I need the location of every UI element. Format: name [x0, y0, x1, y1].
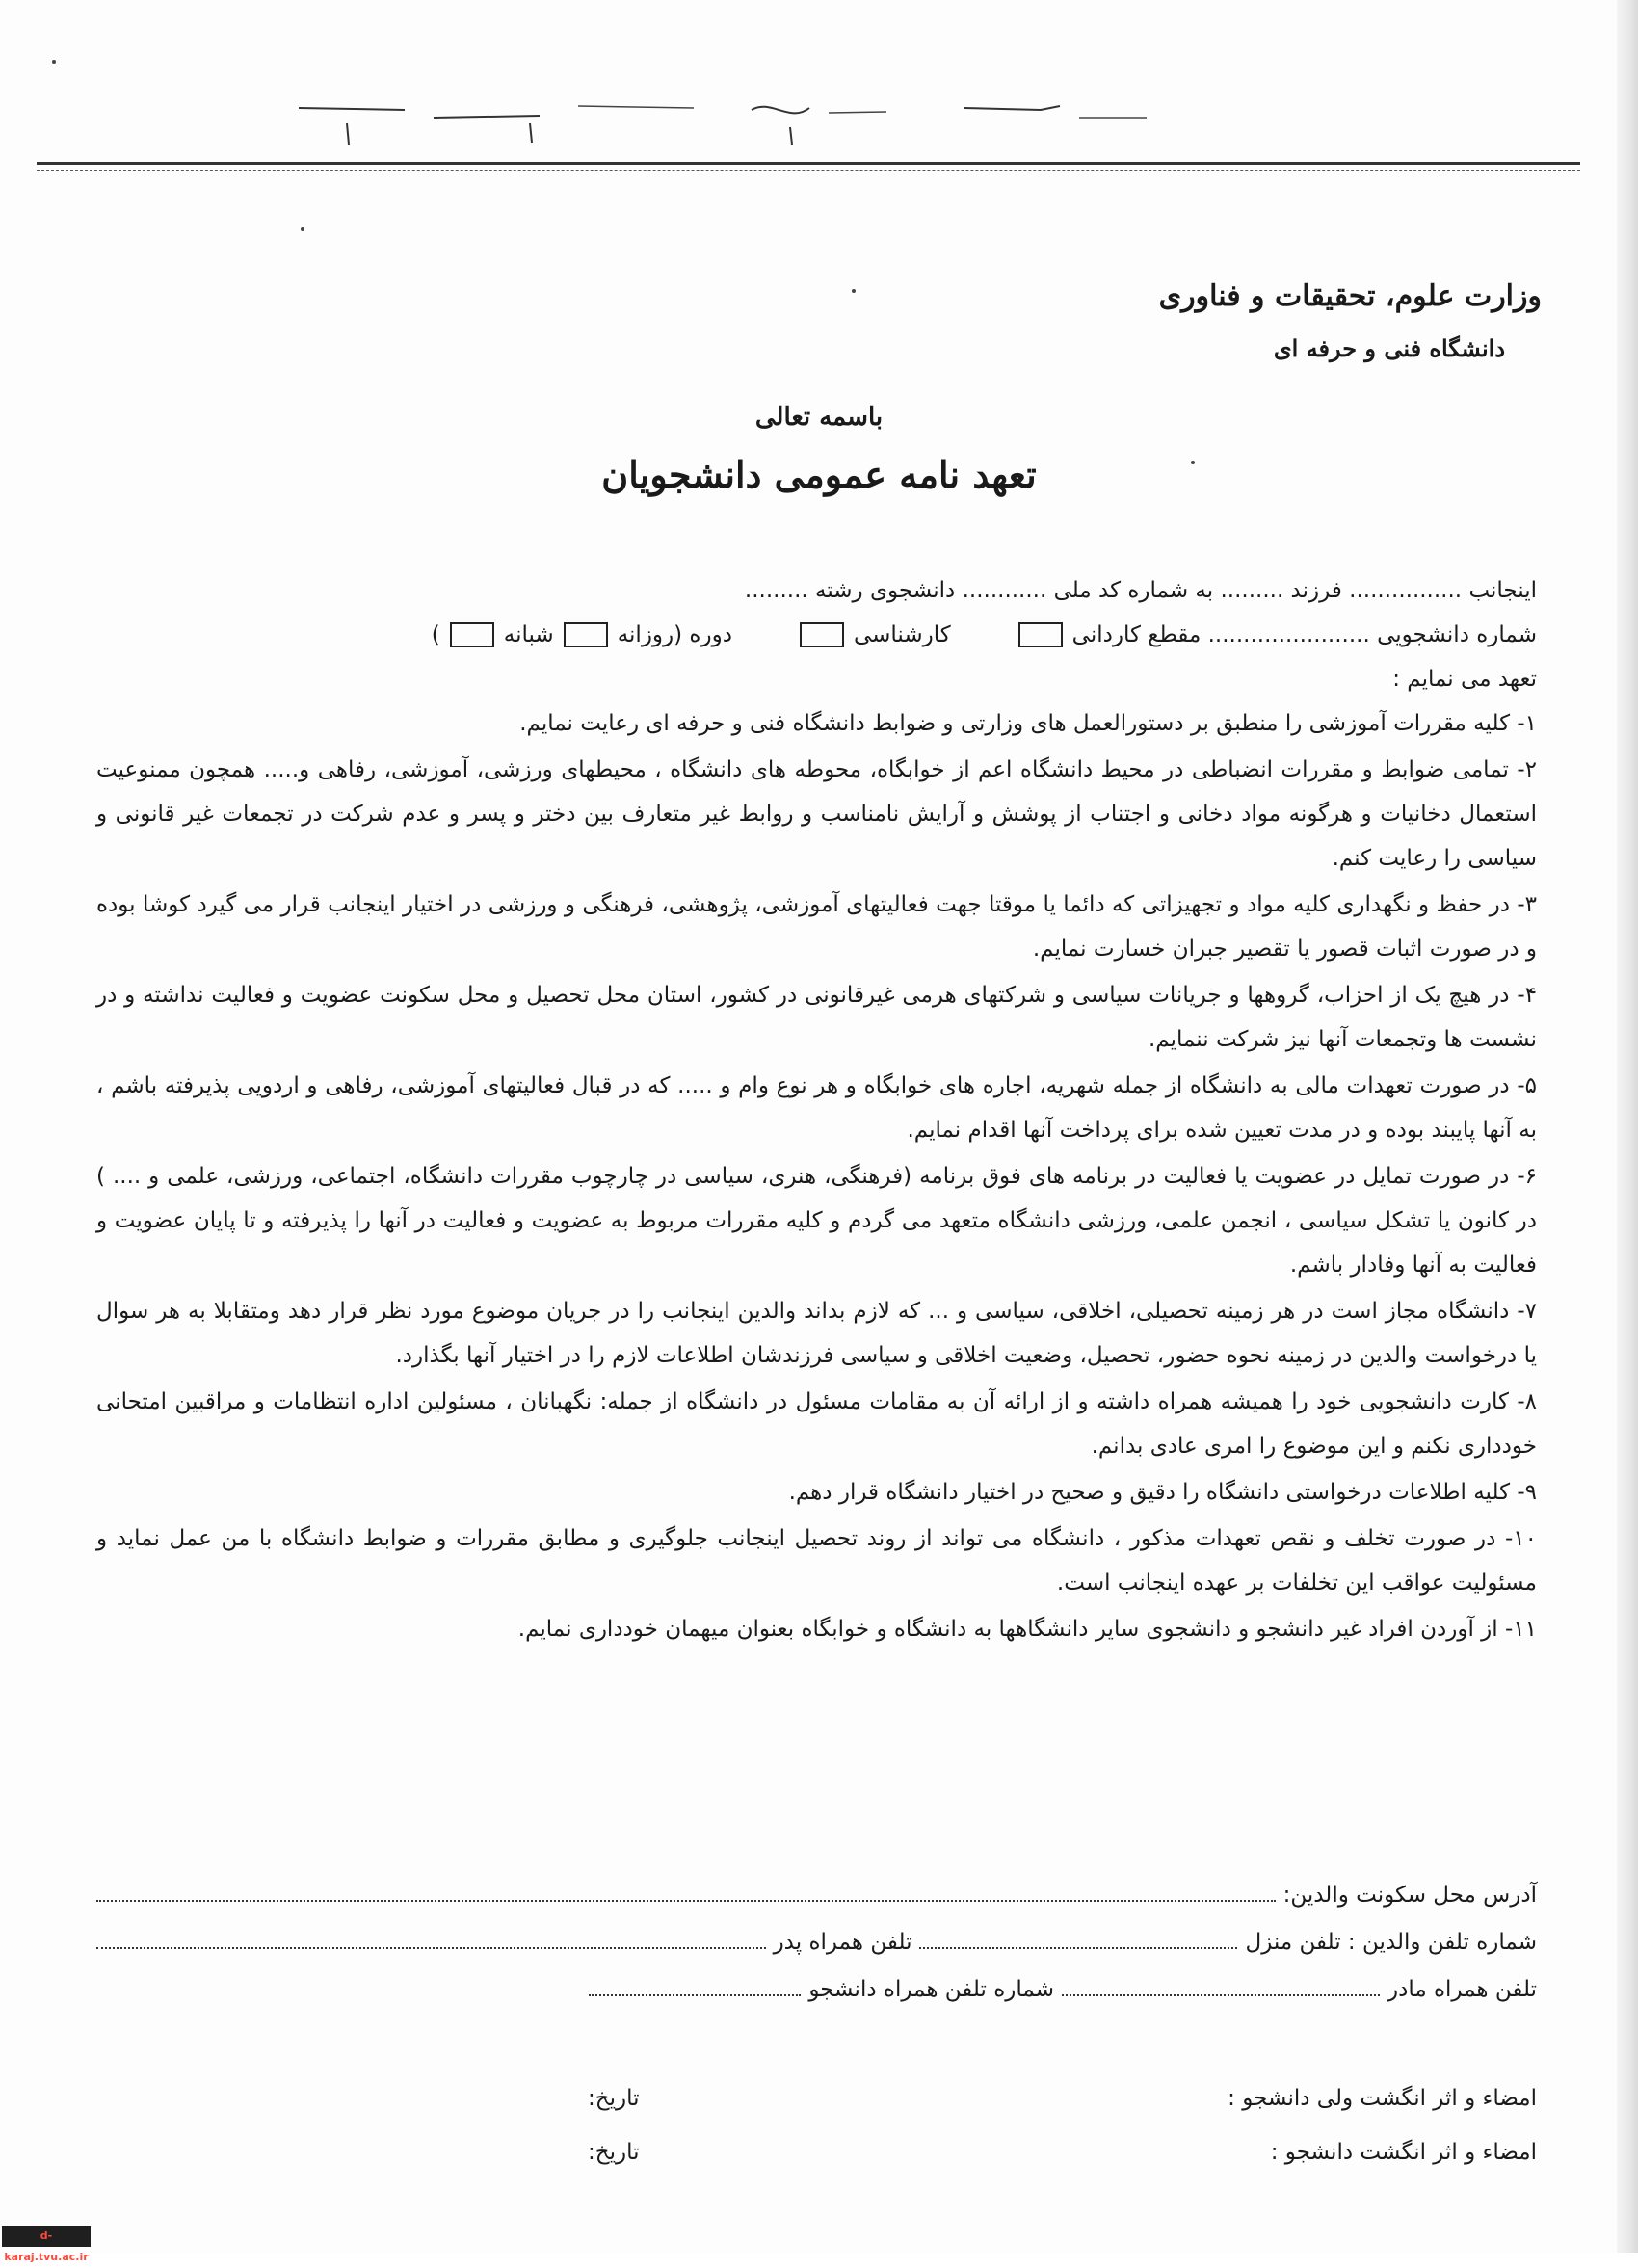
pledge-item: ۱۰- در صورت تخلف و نقص تعهدات مذکور ، دانشگاه می تواند از روند تحصیل اینجانب جلوگیری و مطابق مقررات و ضوابط دانشگاه با من عمل نماید و مسئولیت عواقب این تخلفات بر عهده اینجانب است. [96, 1526, 1537, 1596]
pledge-item: ۲- تمامی ضوابط و مقررات انضباطی در محیط دانشگاه اعم از خوابگاه، محوطه های دانشگاه ، محیطهای ورزشی، آموزشی، رفاهی و..... همچون ممنوعیت استعمال دخانیات و هرگونه مواد دخانی و اجتناب از پوشش و آرایش نامناسب و روابط غیر متعارف بین دختر و پسر و عدم شرکت در تجمعات غیر قانونی و سیاسی را رعایت کنم. [96, 757, 1537, 871]
student-signature-label: امضاء و اثر انگشت دانشجو : [1270, 2140, 1537, 2165]
pledge-item: ۴- در هیچ یک از احزاب، گروهها و جریانات سیاسی و شرکتهای هرمی غیرقانونی در کشور، استان محل تحصیل و محل سکونت عضویت و فعالیت نداشته و در نشست ها وتجمعات آنها نیز شرکت ننمایم. [96, 983, 1537, 1052]
father-mobile-field[interactable] [96, 1918, 766, 1949]
document-body [96, 568, 1537, 1653]
associate-degree-checkbox[interactable] [1018, 622, 1063, 647]
mother-mobile-field[interactable] [1062, 1965, 1380, 1996]
pledge-item: ۸- کارت دانشجویی خود را همیشه همراه داشته و از ارائه آن به مقامات مسئول در دانشگاه از جمله: نگهبانان ، مسئولین اداره انتظامات و مراقبین امتحانی خودداری نکنم و این موضوع را امری عادی بدانم. [96, 1389, 1537, 1459]
pledge-item: ۵- در صورت تعهدات مالی به دانشگاه از جمله شهریه، اجاره های خوابگاه و هر نوع وام و ..... که در قبال فعالیتهای آموزشی، رفاهی و اردویی پذیرفته باشم ، به آنها پایبند بوده و در مدت تعیین شده برای پرداخت آنها اقدام نمایم. [96, 1073, 1537, 1143]
guardian-signature-row [96, 2071, 1537, 2125]
mother-mobile-label: تلفن همراه مادر [1387, 1977, 1537, 2002]
course-label: دوره (روزانه [617, 622, 732, 647]
address-row [96, 1871, 1537, 1918]
source-stamp: d-karaj.tvu.ac.ir [2, 2226, 91, 2247]
parent-phone-row [96, 1918, 1537, 1965]
ministry-name: وزارت علوم، تحقیقات و فناوری [1158, 279, 1542, 313]
scan-speck [852, 289, 856, 293]
contact-fields [96, 1871, 1537, 2013]
father-mobile-label: تلفن همراه پدر [773, 1930, 912, 1955]
guardian-signature-label: امضاء و اثر انگشت ولی دانشجو : [1228, 2086, 1537, 2111]
bachelor-label: کارشناسی [853, 622, 951, 647]
pledge-item: ۱- کلیه مقررات آموزشی را منطبق بر دستورالعمل های وزارتی و ضوابط دانشگاه فنی و حرفه ای رعایت نمایم. [519, 711, 1537, 736]
pledge-item: ۳- در حفظ و نگهداری کلیه مواد و تجهیزاتی که دائما یا موقتا جهت فعالیتهای آموزشی، پژوهشی، فرهنگی و ورزشی در اختیار اینجانب قرار می گیرد کوشا بوده و در صورت اثبات قصور یا تقصیر جبران خسارت نمایم. [96, 892, 1537, 962]
pledge-item: ۶- در صورت تمایل در عضویت یا فعالیت در برنامه های فوق برنامه (فرهنگی، هنری، سیاسی در چارچوب مقررات دانشگاه، اجتماعی، ورزشی، علمی و .... ) در کانون یا تشکل سیاسی ، انجمن علمی، ورزشی دانشگاه متعهد می گردم و کلیه مقررات مربوط به عضویت و فعالیت در آنها را پذیرفته و تا پایان عضویت و فعالیت به آنها وفادار باشم. [96, 1164, 1537, 1278]
pledge-item: ۱۱- از آوردن افراد غیر دانشجو و دانشجوی سایر دانشگاهها به دانشگاه و خوابگاه بعنوان میهمان خودداری نمایم. [517, 1617, 1537, 1642]
document-title: تعهد نامه عمومی دانشجویان [601, 453, 1037, 496]
university-name: دانشگاه فنی و حرفه ای [1273, 334, 1505, 362]
evening-course-checkbox[interactable] [450, 622, 494, 647]
student-mobile-label: شماره تلفن همراه دانشجو [808, 1977, 1054, 2002]
form-line-program [96, 613, 1537, 657]
scan-speck [52, 60, 56, 64]
student-mobile-field[interactable] [589, 1965, 801, 1996]
course-close-paren: ) [431, 622, 440, 647]
student-number-label: شماره دانشجویی ....................... مقطع کاردانی [1071, 622, 1537, 647]
student-date-label: تاریخ: [588, 2140, 640, 2165]
day-course-checkbox[interactable] [564, 622, 608, 647]
bismillah: باسمه تعالی [754, 403, 884, 432]
student-signature-row [96, 2125, 1537, 2179]
evening-label: شبانه [503, 622, 554, 647]
pledge-intro: تعهد می نمایم : [1392, 667, 1537, 692]
bachelor-checkbox[interactable] [800, 622, 844, 647]
scan-speck [301, 227, 304, 231]
mobile-row [96, 1965, 1537, 2013]
pledge-item: ۹- کلیه اطلاعات درخواستی دانشگاه را دقیق و صحیح در اختیار دانشگاه قرار دهم. [788, 1480, 1537, 1505]
address-field[interactable] [96, 1871, 1276, 1902]
top-scribble-marks [289, 89, 1156, 146]
scan-edge [1617, 0, 1638, 2253]
form-line-name: اینجانب ................ فرزند ......... به شماره کد ملی ............ دانشجوی رشته ......... [744, 578, 1537, 603]
document-header [1159, 279, 1542, 362]
pledge-item: ۷- دانشگاه مجاز است در هر زمینه تحصیلی، اخلاقی، سیاسی و ... که لازم بداند والدین اینجانب را در جریان موضوع مورد نظر قرار دهد ومتقابلا به هر سوال یا درخواست والدین در زمینه نحوه حضور، تحصیل، وضعیت اخلاقی و سیاسی فرزندشان اطلاعات لازم را در اختیار آنها بگذارد. [96, 1299, 1537, 1368]
home-phone-field[interactable] [919, 1918, 1237, 1949]
signature-block [96, 2071, 1537, 2179]
address-label: آدرس محل سکونت والدین: [1282, 1883, 1537, 1908]
header-rule [37, 162, 1580, 165]
guardian-date-label: تاریخ: [588, 2086, 640, 2111]
header-rule-dashed [37, 170, 1580, 171]
parent-phone-label: شماره تلفن والدین : تلفن منزل [1245, 1930, 1537, 1955]
